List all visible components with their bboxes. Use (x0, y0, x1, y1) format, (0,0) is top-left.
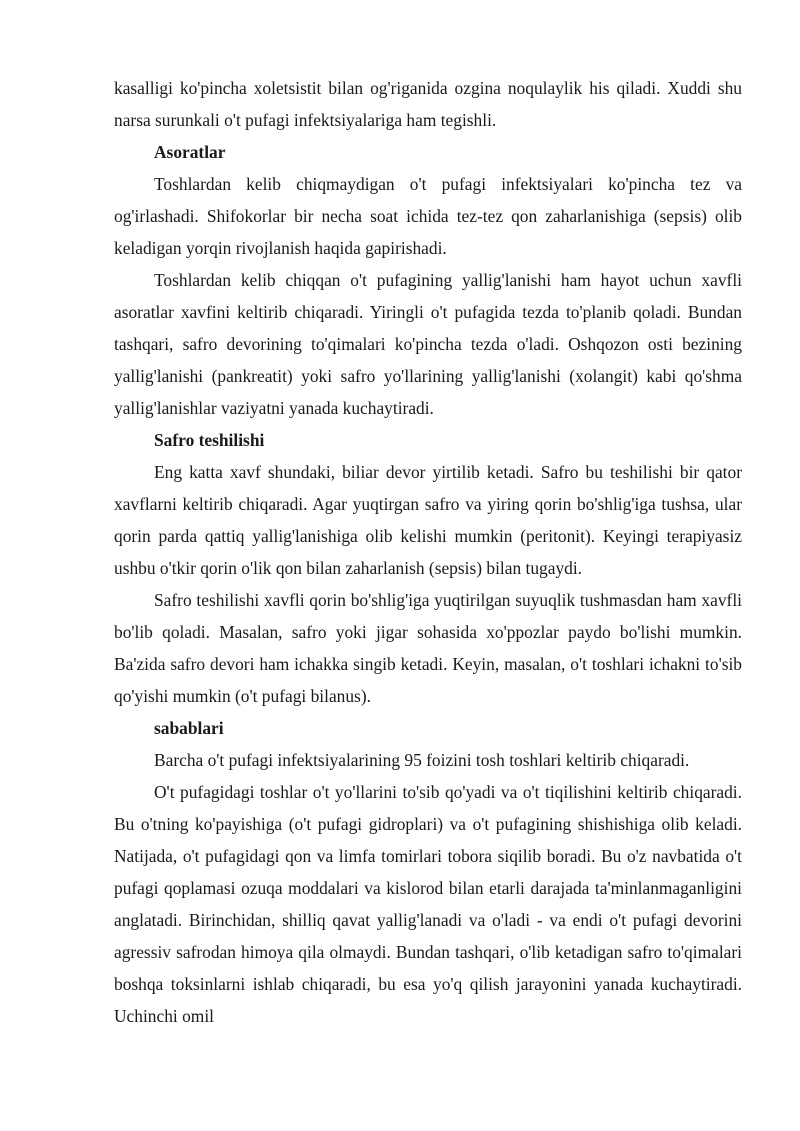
paragraph: Safro teshilishi xavfli qorin bo'shlig'iga yuqtirilgan suyuqlik tushmasdan ham xavfli bo'lib qoladi. Masalan, safro yoki jigar sohasida xo'ppozlar paydo bo'lishi mumkin. Ba'zida safro devori ham ichakka singib ketadi. Keyin, masalan, o't toshlari ichakni to'sib qo'yishi mumkin (o't pufagi bilanus). (114, 590, 742, 706)
heading-safro-teshilishi: Safro teshilishi (154, 430, 265, 450)
paragraph: Eng katta xavf shundaki, biliar devor yirtilib ketadi. Safro bu teshilishi bir qator xavflarni keltirib chiqaradi. Agar yuqtirgan safro va yiring qorin bo'shlig'iga tushsa, ular qorin parda qattiq yallig'lanishiga olib kelishi mumkin (peritonit). Keyingi terapiyasiz ushbu o'tkir qorin o'lik qon bilan zaharlanish (sepsis) bilan tugaydi. (114, 462, 742, 578)
paragraph: Toshlardan kelib chiqqan o't pufagining yallig'lanishi ham hayot uchun xavfli asoratlar xavfini keltirib chiqaradi. Yiringli o't pufagida tezda to'planib qoladi. Bundan tashqari, safro devorining to'qimalari ko'pincha tezda o'ladi. Oshqozon osti bezining yallig'lanishi (pankreatit) yoki safro yo'llarining yallig'lanishi (xolangit) kabi qo'shma yallig'lanishlar vaziyatni yanada kuchaytiradi. (114, 270, 742, 418)
paragraph: Barcha o't pufagi infektsiyalarining 95 foizini tosh toshlari keltirib chiqaradi. (154, 750, 690, 770)
heading-sabablari: sabablari (154, 718, 224, 738)
document-page (114, 72, 742, 1032)
heading-asoratlar: Asoratlar (154, 142, 226, 162)
paragraph: O't pufagidagi toshlar o't yo'llarini to'sib qo'yadi va o't tiqilishini keltirib chiqaradi. Bu o'tning ko'payishiga (o't pufagi gidroplari) va o't pufagining shishishiga olib keladi. Natijada, o't pufagidagi qon va limfa tomirlari tobora siqilib boradi. Bu o'z navbatida o't pufagi qoplamasi ozuqa moddalari va kislorod bilan etarli darajada ta'minlanmaganligini anglatadi. Birinchidan, shilliq qavat yallig'lanadi va o'ladi - va endi o't pufagi devorini agressiv safrodan himoya qila olmaydi. Bundan tashqari, o'lib ketadigan safro to'qimalari boshqa toksinlarni ishlab chiqaradi, bu esa yo'q qilish jarayonini yanada kuchaytiradi. Uchinchi omil (114, 782, 742, 1026)
paragraph-continuation: kasalligi ko'pincha xoletsistit bilan og'riganida ozgina noqulaylik his qiladi. Xuddi shu narsa surunkali o't pufagi infektsiyalariga ham tegishli. (114, 78, 742, 130)
paragraph: Toshlardan kelib chiqmaydigan o't pufagi infektsiyalari ko'pincha tez va og'irlashadi. Shifokorlar bir necha soat ichida tez-tez qon zaharlanishiga (sepsis) olib keladigan yorqin rivojlanish haqida gapirishadi. (114, 174, 742, 258)
